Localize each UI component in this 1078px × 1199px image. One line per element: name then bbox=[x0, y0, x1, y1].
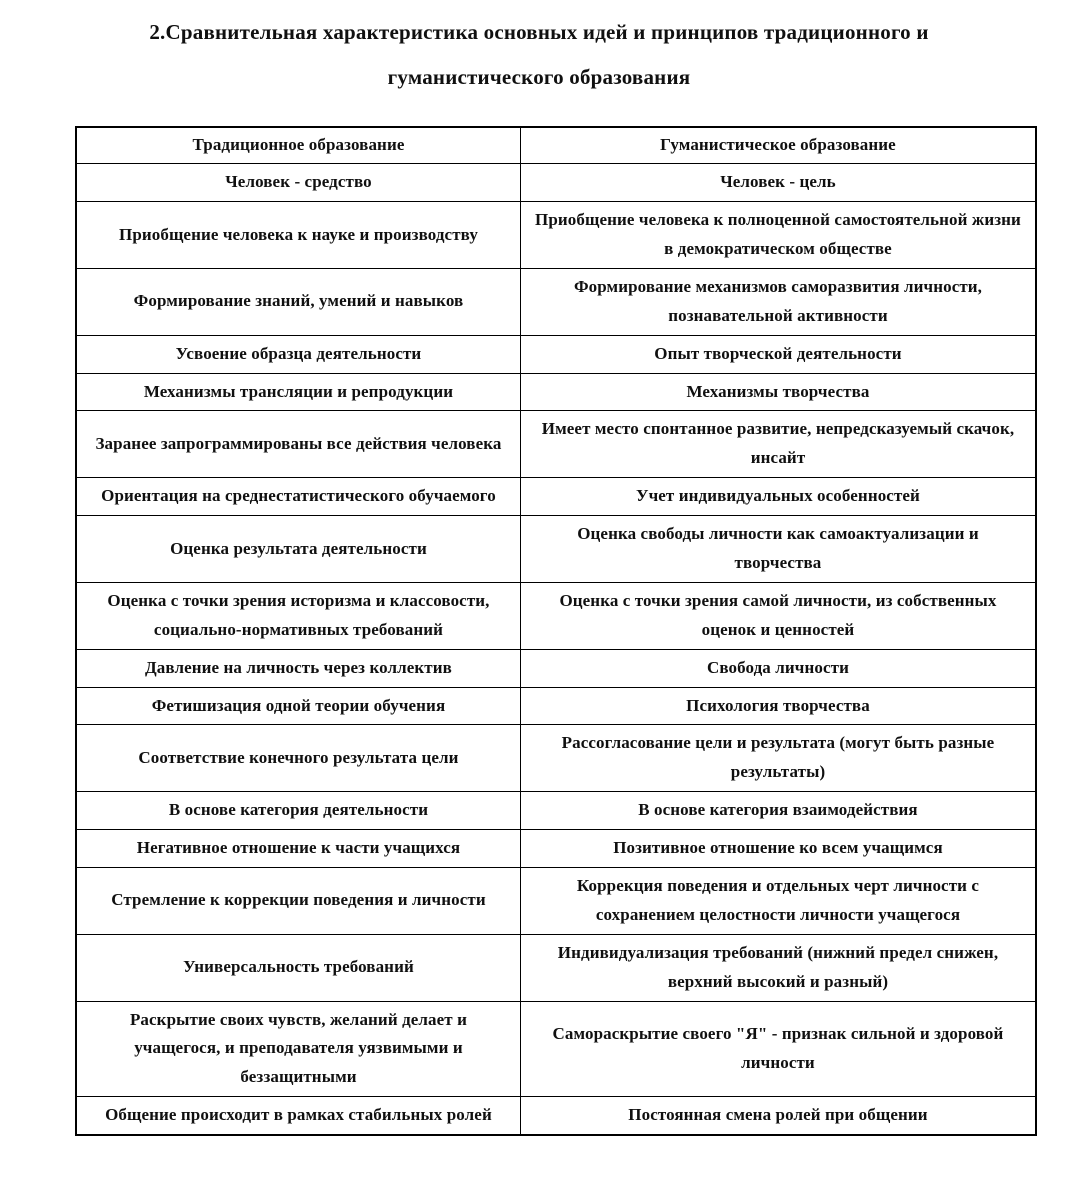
cell-right: Человек - цель bbox=[520, 164, 1036, 202]
cell-right: Учет индивидуальных особенностей bbox=[520, 478, 1036, 516]
column-header-humanistic: Гуманистическое образование bbox=[520, 127, 1036, 163]
table-row bbox=[76, 1001, 1036, 1097]
table-row bbox=[76, 934, 1036, 1001]
cell-left: Усвоение образца деятельности bbox=[76, 335, 520, 373]
comparison-table bbox=[75, 126, 1037, 1136]
cell-right: Оценка с точки зрения самой личности, из собственных оценок и ценностей bbox=[520, 582, 1036, 649]
cell-right: Индивидуализация требований (нижний предел снижен, верхний высокий и разный) bbox=[520, 934, 1036, 1001]
cell-left: Заранее запрограммированы все действия человека bbox=[76, 411, 520, 478]
table-row bbox=[76, 335, 1036, 373]
table-row bbox=[76, 373, 1036, 411]
cell-left: Стремление к коррекции поведения и личности bbox=[76, 867, 520, 934]
cell-right: Механизмы творчества bbox=[520, 373, 1036, 411]
cell-right: Рассогласование цели и результата (могут быть разные результаты) bbox=[520, 725, 1036, 792]
table-row bbox=[76, 649, 1036, 687]
cell-left: Универсальность требований bbox=[76, 934, 520, 1001]
cell-left: Формирование знаний, умений и навыков bbox=[76, 268, 520, 335]
column-header-traditional: Традиционное образование bbox=[76, 127, 520, 163]
cell-right: Постоянная смена ролей при общении bbox=[520, 1097, 1036, 1135]
cell-right: Приобщение человека к полноценной самостоятельной жизни в демократическом обществе bbox=[520, 202, 1036, 269]
cell-right: Формирование механизмов саморазвития личности, познавательной активности bbox=[520, 268, 1036, 335]
cell-right: В основе категория взаимодействия bbox=[520, 792, 1036, 830]
table-header-row bbox=[76, 127, 1036, 163]
cell-left: Ориентация на среднестатистического обучаемого bbox=[76, 478, 520, 516]
cell-right: Самораскрытие своего "Я" - признак сильной и здоровой личности bbox=[520, 1001, 1036, 1097]
table-row bbox=[76, 867, 1036, 934]
cell-right: Оценка свободы личности как самоактуализации и творчества bbox=[520, 516, 1036, 583]
cell-left: Раскрытие своих чувств, желаний делает и учащегося, и преподавателя уязвимыми и беззащитными bbox=[76, 1001, 520, 1097]
cell-right: Позитивное отношение ко всем учащимся bbox=[520, 830, 1036, 868]
cell-left: Давление на личность через коллектив bbox=[76, 649, 520, 687]
table-row bbox=[76, 792, 1036, 830]
table-row bbox=[76, 268, 1036, 335]
cell-right: Опыт творческой деятельности bbox=[520, 335, 1036, 373]
table-row bbox=[76, 202, 1036, 269]
cell-left: Фетишизация одной теории обучения bbox=[76, 687, 520, 725]
cell-left: Человек - средство bbox=[76, 164, 520, 202]
table-row bbox=[76, 478, 1036, 516]
table-row bbox=[76, 830, 1036, 868]
cell-right: Коррекция поведения и отдельных черт личности с сохранением целостности личности учащегося bbox=[520, 867, 1036, 934]
table-row bbox=[76, 582, 1036, 649]
cell-left: Соответствие конечного результата цели bbox=[76, 725, 520, 792]
cell-left: Оценка с точки зрения историзма и классовости, социально-нормативных требований bbox=[76, 582, 520, 649]
cell-right: Свобода личности bbox=[520, 649, 1036, 687]
cell-left: Оценка результата деятельности bbox=[76, 516, 520, 583]
table-row bbox=[76, 687, 1036, 725]
table-row bbox=[76, 411, 1036, 478]
cell-right: Имеет место спонтанное развитие, непредсказуемый скачок, инсайт bbox=[520, 411, 1036, 478]
table-row bbox=[76, 1097, 1036, 1135]
table-row bbox=[76, 164, 1036, 202]
cell-left: Негативное отношение к части учащихся bbox=[76, 830, 520, 868]
cell-left: Механизмы трансляции и репродукции bbox=[76, 373, 520, 411]
page-title: 2.Сравнительная характеристика основных идей и принципов традиционного и гуманистического образования bbox=[149, 20, 929, 90]
cell-left: Общение происходит в рамках стабильных ролей bbox=[76, 1097, 520, 1135]
cell-left: Приобщение человека к науке и производству bbox=[76, 202, 520, 269]
cell-right: Психология творчества bbox=[520, 687, 1036, 725]
cell-left: В основе категория деятельности bbox=[76, 792, 520, 830]
table-row bbox=[76, 516, 1036, 583]
table-row bbox=[76, 725, 1036, 792]
table-body bbox=[76, 164, 1036, 1135]
